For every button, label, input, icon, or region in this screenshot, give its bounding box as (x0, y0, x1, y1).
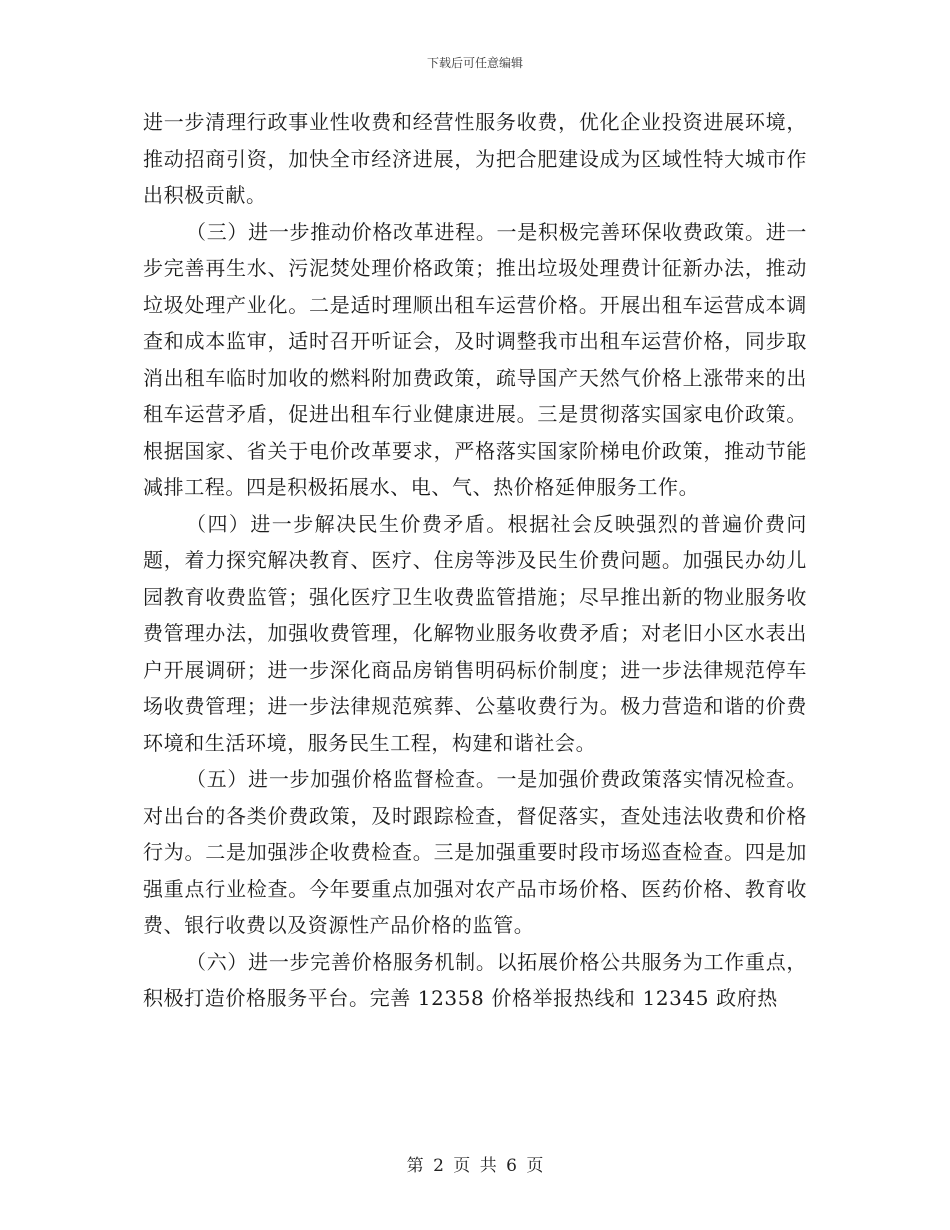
page-header: 下载后可任意编辑 (426, 56, 523, 70)
paragraph-section-3: （三）进一步推动价格改革进程。一是积极完善环保收费政策。进一步完善再生水、污泥焚处理价格政策；推出垃圾处理费计征新办法，推动垃圾处理产业化。二是适时理顺出租车运营价格。开展出租车运营成本调查和成本监审，适时召开听证会，及时调整我市出租车运营价格，同步取消出租车临时加收的燃料附加费政策，疏导国产天然气价格上涨带来的出租车运营矛盾，促进出租车行业健康进展。三是贯彻落实国家电价政策。根据国家、省关于电价改革要求，严格落实国家阶梯电价政策，推动节能减排工程。四是积极拓展水、电、气、热价格延伸服务工作。 (143, 219, 807, 499)
paragraph-section-5: （五）进一步加强价格监督检查。一是加强价费政策落实情况检查。对出台的各类价费政策，及时跟踪检查，督促落实，查处违法收费和价格行为。二是加强涉企收费检查。三是加强重要时段市场巡查检查。四是加强重点行业检查。今年要重点加强对农产品市场价格、医药价格、教育收费、银行收费以及资源性产品价格的监管。 (143, 767, 807, 937)
paragraph-section-6: （六）进一步完善价格服务机制。以拓展价格公共服务为工作重点，积极打造价格服务平台。完善 12358 价格举报热线和 12345 政府热 (143, 949, 807, 1010)
page-number-footer: 第 2 页 共 6 页 (406, 1156, 544, 1176)
document-body (143, 104, 807, 1017)
paragraph-section-4: （四）进一步解决民生价费矛盾。根据社会反映强烈的普遍价费问题，着力探究解决教育、医疗、住房等涉及民生价费问题。加强民办幼儿园教育收费监管；强化医疗卫生收费监管措施；尽早推出新的物业服务收费管理办法，加强收费管理，化解物业服务收费矛盾；对老旧小区水表出户开展调研；进一步深化商品房销售明码标价制度；进一步法律规范停车场收费管理；进一步法律规范殡葬、公墓收费行为。极力营造和谐的价费环境和生活环境，服务民生工程，构建和谐社会。 (143, 511, 807, 755)
paragraph-continuation: 进一步清理行政事业性收费和经营性服务收费，优化企业投资进展环境，推动招商引资，加快全市经济进展，为把合肥建设成为区域性特大城市作出积极贡献。 (143, 110, 807, 207)
